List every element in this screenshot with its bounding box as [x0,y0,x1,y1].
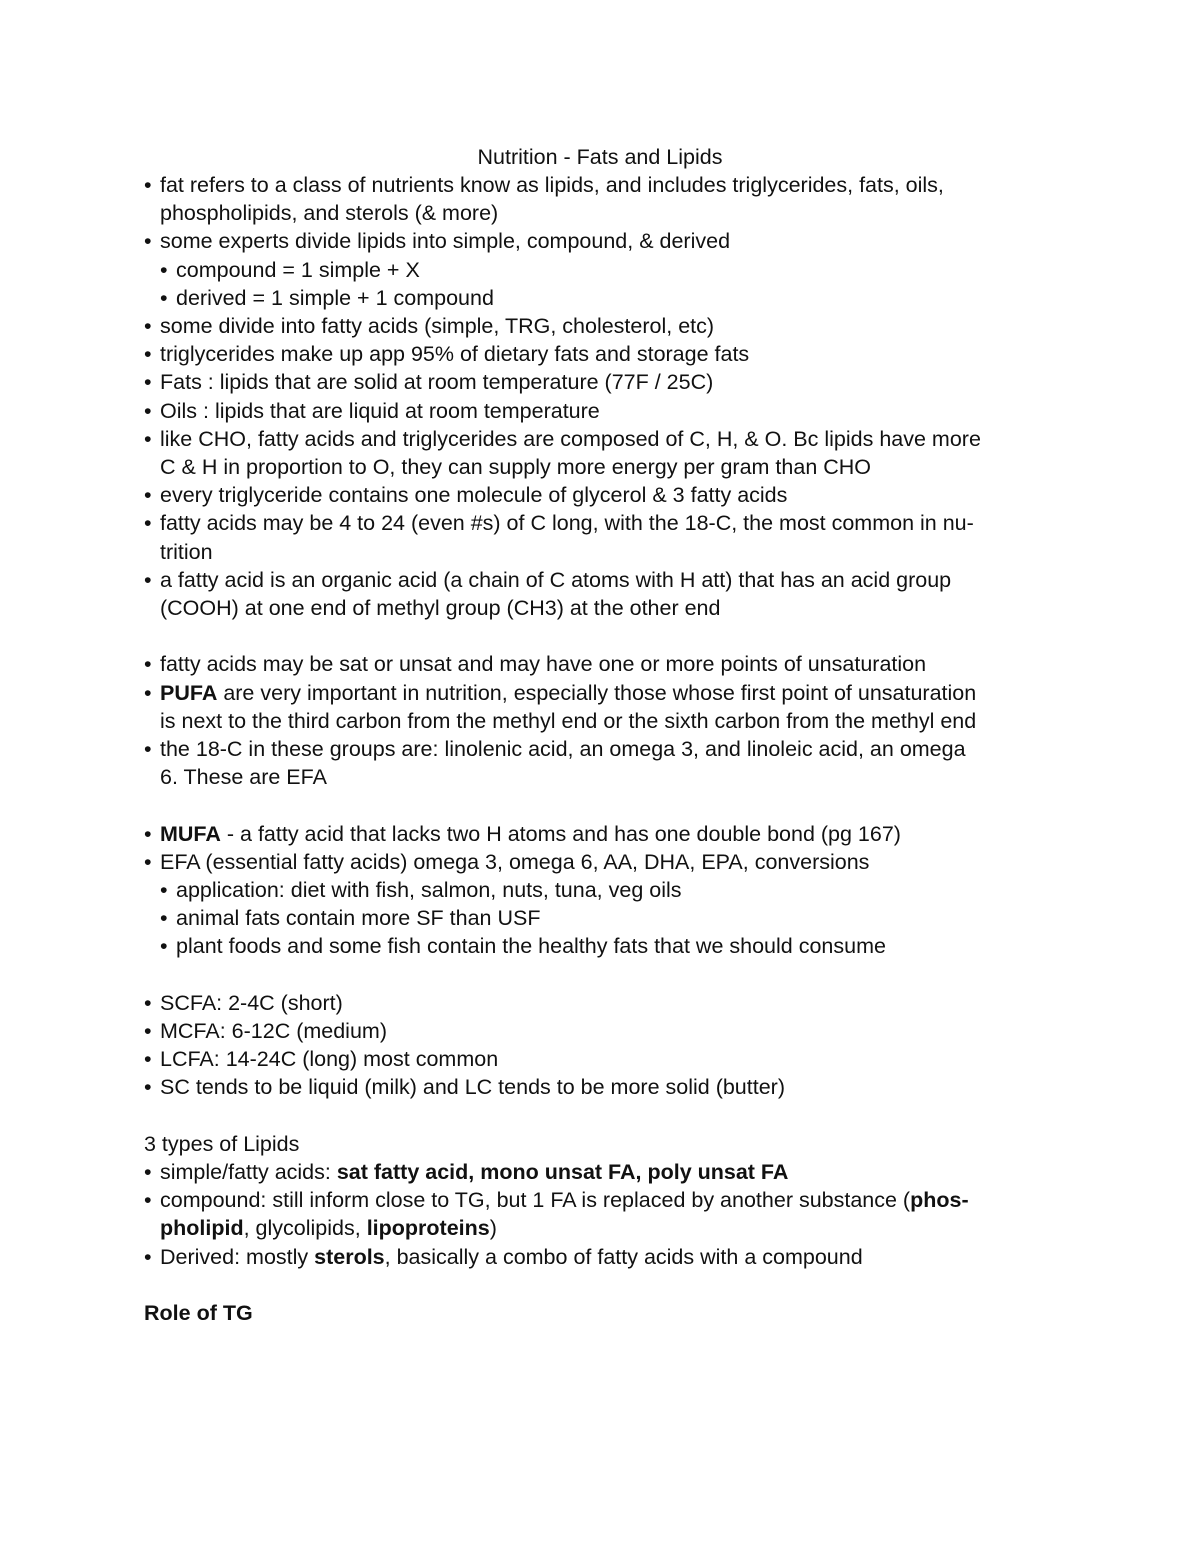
bullet-icon: • [144,426,152,451]
text-segment: Fats : lipids that are solid at room temperature (77F / 25C) [160,370,714,395]
bullet-icon: • [144,821,152,846]
line-text [160,735,966,763]
line-text [176,256,420,284]
document-title: Nutrition - Fats and Lipids [477,145,723,169]
line-text [160,227,730,255]
bold-segment: sterols [314,1244,385,1269]
line-text [160,650,926,678]
bold-segment: sat fatty acid, mono unsat FA, poly unsat FA [336,1160,789,1184]
text-segment: 6. These are EFA [160,765,327,790]
bold-segment: MUFA [160,821,221,846]
line-text [144,1130,299,1158]
bullet-icon: • [144,680,152,705]
text-segment: fat refers to a class of nutrients know as lipids, and includes triglycerides, fats, oils, [160,173,944,197]
line-text [176,284,494,312]
text-segment: MCFA: 6-12C (medium) [160,1019,387,1043]
text-segment: fatty acids may be 4 to 24 (even #s) of C long, with the 18-C, the most common in nu- [160,511,974,536]
text-segment: compound: still inform close to TG, but 1 FA is replaced by another substance ( [160,1188,911,1213]
bullet-icon: • [144,1188,152,1213]
bullet-icon: • [144,1244,152,1269]
line-text [160,538,213,566]
text-segment: some divide into fatty acids (simple, TRG, cholesterol, etc) [160,314,715,338]
text-segment: 3 types of Lipids [144,1131,300,1156]
line-text [160,594,720,622]
text-segment: a fatty acid is an organic acid (a chain of C atoms with H att) that has an acid group [160,567,952,592]
text-segment: Derived: mostly [160,1244,315,1269]
line-text [160,509,974,537]
text-segment: derived = 1 simple + 1 compound [176,285,494,310]
bullet-icon: • [160,285,168,310]
line-text [176,876,682,904]
text-segment: SCFA: 2-4C (short) [160,990,343,1015]
text-segment: - a fatty acid that lacks two H atoms and has one double bond (pg 167) [220,821,901,846]
text-segment: compound = 1 simple + X [176,257,420,282]
bullet-icon: • [160,934,168,959]
bullet-icon: • [144,1075,152,1100]
text-segment: (COOH) at one end of methyl group (CH3) at the other end [160,596,721,620]
bullet-icon: • [144,398,152,423]
bullet-icon: • [144,737,152,761]
line-text [160,1017,387,1045]
line-text [160,171,944,199]
bold-segment: phos- [910,1188,969,1213]
line-text [160,707,976,735]
bold-segment: PUFA [160,680,218,705]
bullet-icon: • [144,652,152,677]
text-segment: like CHO, fatty acids and triglycerides are composed of C, H, & O. Bc lipids have more [160,426,981,451]
bold-segment: Role of TG [144,1301,253,1325]
bullet-icon: • [144,173,152,197]
text-segment: the 18-C in these groups are: linolenic acid, an omega 3, and linoleic acid, an omega [160,737,966,761]
bullet-icon: • [144,370,152,395]
bullet-icon: • [144,990,152,1015]
line-text [160,1186,969,1214]
line-text [160,1158,788,1186]
text-segment: some experts divide lipids into simple, compound, & derived [160,229,731,254]
text-segment: EFA (essential fatty acids) omega 3, omega 6, AA, DHA, EPA, conversions [160,849,870,874]
bullet-icon: • [144,1019,152,1043]
line-text [160,566,951,594]
text-segment: fatty acids may be sat or unsat and may have one or more points of unsaturation [160,652,927,677]
bullet-icon: • [144,1047,152,1072]
line-text [160,1045,498,1073]
line-text [160,312,714,340]
text-segment: trition [160,539,213,564]
bold-segment: lipoproteins [366,1216,490,1241]
bullet-icon: • [144,567,152,592]
bullet-icon: • [160,257,168,282]
bullet-icon: • [144,483,152,508]
line-text [160,368,713,396]
text-segment: are very important in nutrition, especially those whose first point of unsaturation [217,680,977,705]
line-text [160,848,869,876]
line-text [160,820,901,848]
text-segment: animal fats contain more SF than USF [176,906,541,931]
line-text [160,340,749,368]
line-text [160,1214,497,1242]
text-segment: , glycolipids, [243,1216,367,1241]
line-text [160,397,600,425]
text-segment: , basically a combo of fatty acids with a compound [384,1244,863,1269]
line-text [176,932,886,960]
line-text [160,481,787,509]
line-text [160,989,343,1017]
text-segment: Oils : lipids that are liquid at room temperature [160,398,600,423]
text-segment: LCFA: 14-24C (long) most common [160,1047,499,1072]
line-text [160,199,498,227]
bullet-icon: • [144,511,152,536]
bullet-icon: • [144,342,152,367]
bullet-icon: • [144,849,152,874]
bullet-icon: • [144,1160,152,1184]
text-segment: every triglyceride contains one molecule of glycerol & 3 fatty acids [160,483,788,508]
text-segment: is next to the third carbon from the methyl end or the sixth carbon from the methyl end [160,708,977,733]
text-segment: SC tends to be liquid (milk) and LC tends to be more solid (butter) [160,1075,785,1100]
text-segment: plant foods and some fish contain the healthy fats that we should consume [176,934,886,959]
bullet-icon: • [160,906,168,931]
bullet-icon: • [160,878,168,902]
bullet-icon: • [144,229,152,254]
text-segment: triglycerides make up app 95% of dietary fats and storage fats [160,342,750,367]
bullet-icon: • [144,314,152,338]
line-text [160,1243,863,1271]
line-text [160,425,981,453]
text-segment: phospholipids, and sterols (& more) [160,201,499,226]
text-segment: simple/fatty acids: [160,1160,337,1184]
text-segment: application: diet with fish, salmon, nuts, tuna, veg oils [176,878,682,902]
line-text [160,679,976,707]
line-text [160,1073,785,1101]
line-text [160,763,327,791]
text-segment: C & H in proportion to O, they can supply more energy per gram than CHO [160,455,872,479]
bold-segment: pholipid [160,1216,244,1241]
text-segment: ) [489,1216,497,1241]
line-text [160,453,871,481]
line-text [144,1299,253,1327]
line-text [176,904,540,932]
